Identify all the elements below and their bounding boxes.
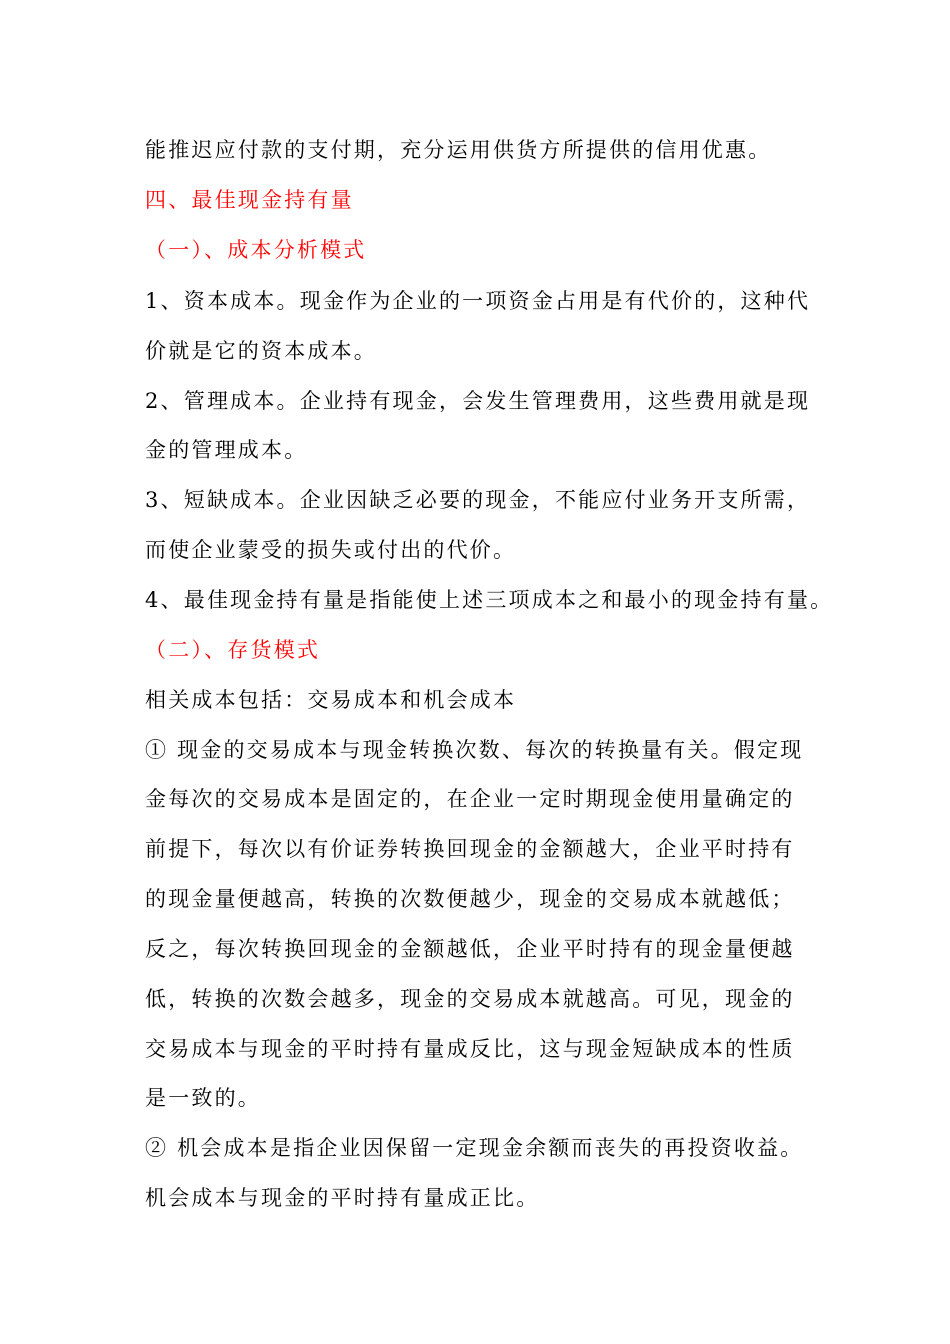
paragraph-line-management-cost-1: 2、管理成本。企业持有现金，会发生管理费用，这些费用就是现 bbox=[145, 389, 811, 413]
paragraph-line-transaction-cost-6: 低，转换的次数会越多，现金的交易成本就越高。可见，现金的 bbox=[145, 987, 795, 1011]
paragraph-line-1: 能推迟应付款的支付期，充分运用供货方所提供的信用优惠。 bbox=[145, 138, 772, 162]
paragraph-line-capital-cost-1: 1、资本成本。现金作为企业的一项资金占用是有代价的，这种代 bbox=[145, 289, 811, 313]
paragraph-line-transaction-cost-8: 是一致的。 bbox=[145, 1086, 261, 1110]
paragraph-line-transaction-cost-3: 前提下，每次以有价证券转换回现金的金额越大，企业平时持有 bbox=[145, 837, 795, 861]
paragraph-line-shortage-cost-1: 3、短缺成本。企业因缺乏必要的现金，不能应付业务开支所需， bbox=[145, 488, 811, 512]
paragraph-line-transaction-cost-7: 交易成本与现金的平时持有量成反比，这与现金短缺成本的性质 bbox=[145, 1037, 795, 1061]
paragraph-line-opportunity-cost-1: ② 机会成本是指企业因保留一定现金余额而丧失的再投资收益。 bbox=[145, 1136, 804, 1160]
paragraph-line-capital-cost-2: 价就是它的资本成本。 bbox=[145, 339, 377, 363]
paragraph-line-transaction-cost-5: 反之，每次转换回现金的金额越低，企业平时持有的现金量便越 bbox=[145, 937, 795, 961]
paragraph-line-management-cost-2: 金的管理成本。 bbox=[145, 438, 308, 462]
paragraph-line-transaction-cost-1: ① 现金的交易成本与现金转换次数、每次的转换量有关。假定现 bbox=[145, 738, 804, 762]
section-heading-four: 四、最佳现金持有量 bbox=[145, 188, 354, 212]
paragraph-line-transaction-cost-2: 金每次的交易成本是固定的，在企业一定时期现金使用量确定的 bbox=[145, 787, 795, 811]
subsection-heading-inventory-model: （二）、存货模式 bbox=[145, 638, 321, 662]
paragraph-line-relevant-costs: 相关成本包括：交易成本和机会成本 bbox=[145, 688, 517, 712]
paragraph-line-transaction-cost-4: 的现金量便越高，转换的次数便越少，现金的交易成本就越低； bbox=[145, 887, 795, 911]
paragraph-line-optimal-holding: 4、最佳现金持有量是指能使上述三项成本之和最小的现金持有量。 bbox=[145, 588, 834, 612]
paragraph-line-shortage-cost-2: 而使企业蒙受的损失或付出的代价。 bbox=[145, 538, 517, 562]
paragraph-line-opportunity-cost-2: 机会成本与现金的平时持有量成正比。 bbox=[145, 1186, 540, 1210]
subsection-heading-cost-analysis: （一）、成本分析模式 bbox=[145, 238, 367, 262]
